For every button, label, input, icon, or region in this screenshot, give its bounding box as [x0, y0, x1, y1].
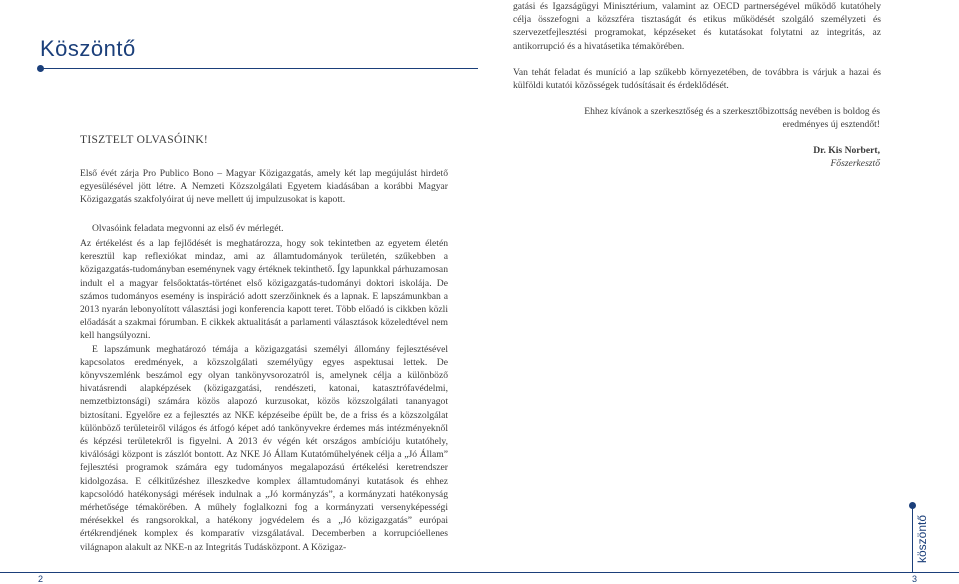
page-number-right: 3	[912, 574, 918, 584]
right-page	[480, 0, 959, 584]
continued-paragraph: gatási és Igazságügyi Minisztérium, valamint az OECD partnerségével működő kutatóhely célja összefogni a közszféra tisztaságát és etikus működését szolgáló személyzeti és szervezetfejlesztési programokat, képzéseket és kutatásokat folytatni az integritás, az antikorrupció és a hivatásetika témakörében.	[513, 1, 881, 52]
page-number-left: 2	[38, 574, 44, 584]
title-dot	[37, 65, 44, 72]
intro-paragraph: Első évét zárja Pro Publico Bono – Magyar Közigazgatás, amely két lap megújulást hirdető egyesülésével jött létre. A Nemzeti Közszolgálati Egyetem kiadásában a korábbi Magyar Közigazgatás szakfolyóirat új neve mellett új impulzusokat is kapott.	[80, 168, 448, 206]
body-paragraph-2: E lapszámunk meghatározó témája a közigazgatási személyi állomány fejlesztésével kapcsolatos eredmények, a közszolgálati személyügy egyes aspektusai lettek. De könyvszemlénk beszámol egy olyan tankönyvsorozatról is, amelynek célja a különböző hivatásrendi alapképzések (közigazgatási, rendészeti, katonai, katasztrófavédelmi, nemzetbiztonsági) számára közös alapozó kurzusokat, közös közszolgálati tananyagot biztosítani. Egyelőre ez a fejlesztés az NKE képzéseibe épült be, de a friss és a közszolgálat különböző területeiről világos és átfogó képet adó tankönyvekre érdemes más intézményeknől és képzési területekről is figyelni. A 2013 év végén két országos ambícióju kutatóhely, kiválósági központ is zászlót bontott. Az NKE Jó Állam Kutatóműhelyének célja a „Jó Állam” fejlesztési programok számára egy tudományos megalapozású értékelési keretrendszer kidolgozása. E célkitűzéshez illeszkedve komplex államtudományi kutatások és ehhez kapcsolódó hatékonysági mérések indulnak a „Jó kormányzás”, a kormányzati hatékonyság mérhetősége témakörében. A műhely foglalkozni fog a kormányzati versenyképességi mérésekkel és rangsorokkal, a hatékony jogvédelem és a „Jó közigazgatás” európai értékrendjének komplex és komparatív vizsgálatával. Decemberben a korrupcióellenes világnapon alakult az NKE-n az Integritás Tudásközpont. A Közigaz-	[80, 343, 448, 553]
signature-name: Dr. Kis Norbert,	[813, 145, 880, 156]
title-rule	[40, 68, 478, 69]
body-text	[80, 237, 448, 554]
signature-role: Főszerkesztő	[830, 158, 880, 170]
closing-wish: Ehhez kívánok a szerkesztőség és a szerkesztőbizottság nevében is boldog és eredményes új esztendőt!	[584, 106, 880, 131]
lead-sentence: Olvasóink feladata megvonni az első év mérlegét.	[92, 223, 284, 234]
footer-rule	[0, 572, 959, 573]
vertical-section-text: köszöntő	[915, 514, 930, 564]
body-paragraph-1: Az értékelést és a lap fejlődését is meghatározza, hogy sok tekintetben az egyetem életén keresztül kap reflexiókat mindaz, ami az államtudományok területén, szűkebben a közigazgatás-tudományban eseménynek vagy értéknek tekinthető. Így lapunkkal párhuzamosan indult el a magyar felsőoktatás-történet első közigazgatás-tudományi doktori iskolája. De számos tudományos esemény is inspiráció adott szerzőinknek és a lapnak. E lapszámunkban a 2013 nyarán lebonyolított választási jogi konferencia kapott teret. Több előadó is cikkben közli előadását a szakmai fórumban. E cikkek aktualitását a parlamenti választások közeledtével nem kell hangsúlyozni.	[80, 238, 448, 342]
paragraph-2: Van tehát feladat és muníció a lap szűkebb környezetében, de továbbra is várjuk a hazai és külföldi kutatói közösségek tudósításait és érdeklődését.	[513, 67, 881, 92]
left-page	[0, 0, 478, 584]
vertical-section-label	[912, 514, 930, 564]
section-title: Köszöntő	[40, 36, 136, 61]
signature	[730, 144, 880, 170]
salutation: TISZTELT OLVASÓINK!	[80, 134, 209, 146]
